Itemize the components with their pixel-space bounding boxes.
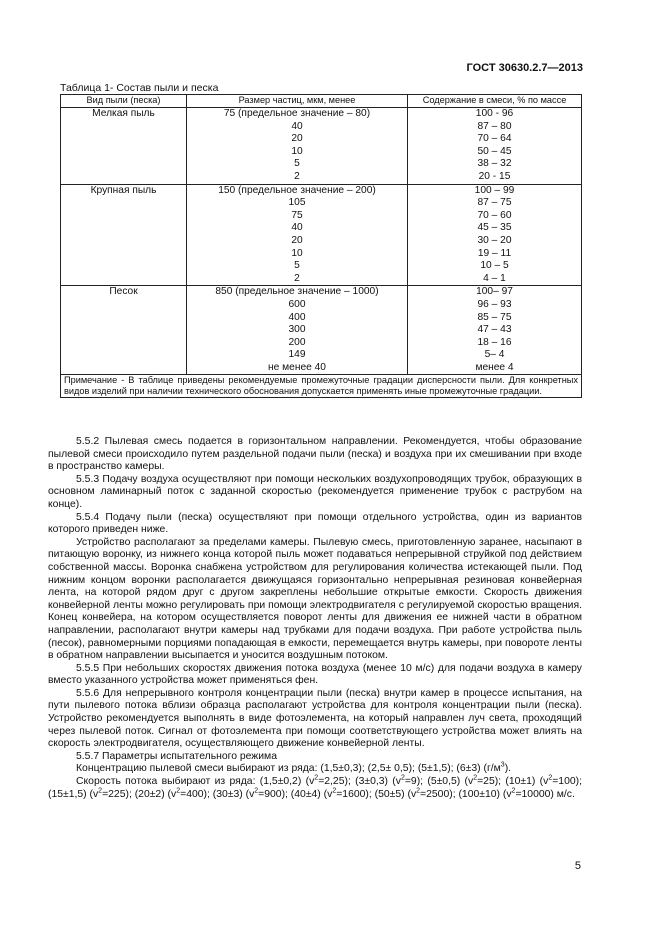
content-cell bbox=[408, 108, 582, 185]
paragraph-5-5-7: 5.5.7 Параметры испытательного режима bbox=[76, 750, 277, 762]
body-text bbox=[48, 436, 582, 801]
table-note-row bbox=[61, 375, 582, 398]
size-value: 300 bbox=[288, 324, 306, 336]
size-value: 20 bbox=[291, 133, 303, 145]
flow-text: =400); (30±3) (v bbox=[180, 788, 255, 800]
content-value: 87 – 80 bbox=[477, 120, 512, 132]
table-row bbox=[61, 184, 582, 286]
flow-sup: 2 bbox=[416, 787, 421, 795]
content-value: 38 – 32 bbox=[477, 158, 512, 170]
concentration-end: ). bbox=[504, 763, 512, 775]
flow-speed-text: Скорость потока выбирают из ряда: (1,5±0,2) (v bbox=[76, 776, 315, 788]
paragraph-5-5-2: 5.5.2 Пылевая смесь подается в горизонтальном направлении. Рекомендуется, чтобы образование пылевой смеси происходило путем раздельной подачи пыли (песка) и воздуха при их смешивании при входе в пространство камеры. bbox=[48, 436, 582, 473]
flow-text: =9); (5±0,5) (v bbox=[404, 776, 474, 788]
content-cell bbox=[408, 184, 582, 286]
size-value: 10 bbox=[291, 247, 303, 259]
paragraph-5-5-3: 5.5.3 Подачу воздуха осуществляют при помощи нескольких воздухопроводящих трубок, образующих в основном ламинарный поток с заданной скоростью (рекомендуется применение трубок с раструбом на конце). bbox=[48, 473, 582, 510]
size-cell bbox=[187, 184, 408, 286]
dust-type-cell: Крупная пыль bbox=[61, 184, 187, 286]
dust-type-cell: Песок bbox=[61, 286, 187, 375]
content-value: 4 – 1 bbox=[483, 272, 506, 284]
content-value: 50 – 45 bbox=[477, 145, 512, 157]
table-row bbox=[61, 108, 582, 185]
content-value: 10 – 5 bbox=[480, 260, 509, 272]
content-value: 20 - 15 bbox=[478, 170, 511, 182]
size-value: 40 bbox=[291, 120, 303, 132]
flow-sup: 2 bbox=[548, 774, 553, 782]
paragraph-flow-speed bbox=[48, 776, 582, 801]
header-content: Содержание в смеси, % по массе bbox=[408, 95, 582, 108]
flow-sup: 2 bbox=[511, 787, 516, 795]
paragraph-5-5-5: 5.5.5 При небольших скоростях движения потока воздуха (менее 10 м/с) для подачи воздуха в камеру вместо указанного устройства может применяться фен. bbox=[48, 662, 582, 687]
paragraph-5-5-4: 5.5.4 Подачу пыли (песка) осуществляют при помощи отдельного устройства, один из вариантов которого приведен ниже. bbox=[48, 511, 582, 536]
size-value: 200 bbox=[288, 336, 306, 348]
flow-sup: 2 bbox=[314, 774, 319, 782]
size-value: 10 bbox=[291, 145, 303, 157]
content-value: 19 – 11 bbox=[477, 247, 512, 259]
flow-text: =2,25); (3±0,3) (v bbox=[318, 776, 401, 788]
size-cell bbox=[187, 286, 408, 375]
flow-text: =1600); (50±5) (v bbox=[336, 788, 417, 800]
paragraph-5-5-6: 5.5.6 Для непрерывного контроля концентрации пыли (песка) внутри камер в процессе испытания, на пути пылевого потока вблизи образца располагают устройства для контроля концентрации пыли (песка). Устройство рекомендуется выполнять в виде фотоэлемента, на который направлен луч света, проходящий через пылевой поток. Сигнал от фотоэлемента при помощи соответствующего устройства может влиять на скорость электродвигателя, осуществляющего движение конвейерной ленты. bbox=[48, 687, 582, 750]
table-row bbox=[61, 286, 582, 375]
size-value: 40 bbox=[291, 222, 303, 234]
content-value: 5– 4 bbox=[484, 349, 505, 361]
content-value: 85 – 75 bbox=[477, 311, 512, 323]
size-value: 5 bbox=[294, 260, 300, 272]
flow-sup: 2 bbox=[98, 787, 103, 795]
header-particle-size: Размер частиц, мкм, менее bbox=[187, 95, 408, 108]
flow-sup: 2 bbox=[400, 774, 405, 782]
content-value: 18 – 16 bbox=[477, 336, 512, 348]
size-value: 75 bbox=[291, 209, 303, 221]
concentration-text: Концентрацию пылевой смеси выбирают из ряда: (1,5±0,3); (2,5± 0,5); (5±1,5); (6±3) (г/м bbox=[76, 763, 501, 775]
size-value: 105 bbox=[288, 197, 306, 209]
size-value: 850 (предельное значение – 1000) bbox=[215, 286, 379, 298]
table-header-row bbox=[61, 95, 582, 108]
size-value: 150 (предельное значение – 200) bbox=[218, 184, 376, 196]
content-value: 100 – 99 bbox=[474, 184, 515, 196]
dust-type-cell: Мелкая пыль bbox=[61, 108, 187, 185]
size-value: 2 bbox=[294, 170, 300, 182]
flow-sup: 2 bbox=[473, 774, 478, 782]
flow-sup: 2 bbox=[254, 787, 259, 795]
flow-sup: 2 bbox=[332, 787, 337, 795]
flow-text: =25); (10±1) (v bbox=[477, 776, 549, 788]
flow-text: =2500); (100±10) (v bbox=[420, 788, 512, 800]
size-value: 600 bbox=[288, 298, 306, 310]
content-cell bbox=[408, 286, 582, 375]
size-value: 5 bbox=[294, 158, 300, 170]
content-value: 100 - 96 bbox=[475, 108, 514, 119]
content-value: 70 – 64 bbox=[477, 133, 512, 145]
page-number: 5 bbox=[574, 860, 581, 872]
content-value: 30 – 20 bbox=[477, 234, 512, 246]
document-header: ГОСТ 30630.2.7—2013 bbox=[466, 62, 583, 74]
paragraph-device-description: Устройство располагают за пределами камеры. Пылевую смесь, приготовленную заранее, насыпают в питающую воронку, из нижнего конца которой пыль может подаваться непрерывной струйкой под действием собственной массы. Воронка снабжена устройством для регулирования количества истекающей пыли. Под нижним концом воронки располагается движущаяся горизонтально непрерывная резиновая конвейерная лента, на которой рядом друг с другом закреплены небольшие открытые емкости. Скорость движения конвейерной ленты можно регулировать при помощи электродвигателя с регулируемой скоростью вращения. Конец конвейера, на котором осуществляется поворот ленты для движения ее нижней части в обратном направлении, располагают внутри камеры над трубками для подачи воздуха. При работе устройства пыль (песок), равномерными порциями попадающая в емкости, перемещается внутрь камеры, при повороте ленты в обратном направлении высыпается и уносится воздушным потоком. bbox=[48, 536, 582, 662]
flow-text: =225); (20±2) (v bbox=[102, 788, 177, 800]
content-value: менее 4 bbox=[475, 361, 514, 373]
content-value: 70 – 60 bbox=[477, 209, 512, 221]
content-value: 100– 97 bbox=[476, 286, 513, 298]
content-value: 47 – 43 bbox=[477, 324, 512, 336]
content-value: 87 – 75 bbox=[477, 197, 512, 209]
size-value: 20 bbox=[291, 234, 303, 246]
size-value: 2 bbox=[294, 272, 300, 284]
dust-composition-table bbox=[60, 94, 582, 398]
content-value: 96 – 93 bbox=[477, 298, 512, 310]
size-value: 149 bbox=[288, 349, 306, 361]
size-value: 75 (предельное значение – 80) bbox=[223, 108, 371, 119]
size-cell bbox=[187, 108, 408, 185]
header-dust-type: Вид пыли (песка) bbox=[61, 95, 187, 108]
table-caption: Таблица 1- Состав пыли и песка bbox=[60, 82, 219, 94]
flow-sup: 2 bbox=[176, 787, 181, 795]
flow-text: =900); (40±4) (v bbox=[258, 788, 333, 800]
size-value: 400 bbox=[288, 311, 306, 323]
table-note: Примечание - В таблице приведены рекомендуемые промежуточные градации дисперсности пыли. Для конкретных видов изделий при наличии технического обоснования допускается применять иные промежуточные градации. bbox=[61, 375, 582, 398]
flow-text: =100); (15±1,5) (v bbox=[48, 776, 582, 800]
concentration-sup: 3 bbox=[500, 761, 505, 769]
content-value: 45 – 35 bbox=[477, 222, 512, 234]
size-value: не менее 40 bbox=[268, 361, 326, 373]
flow-text: =10000) м/с. bbox=[515, 788, 575, 800]
